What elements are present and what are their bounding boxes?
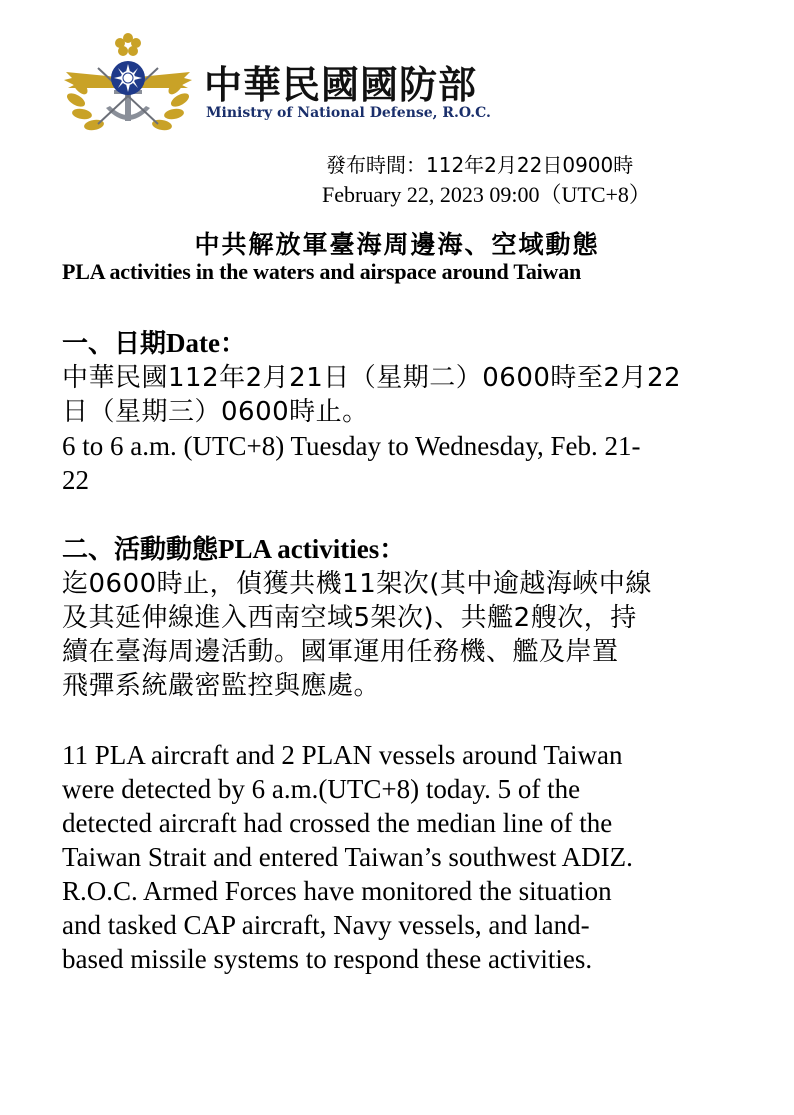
text-line: detected aircraft had crossed the median line of the [62, 808, 613, 838]
text-line: 11 PLA aircraft and 2 PLAN vessels around Taiwan [62, 740, 623, 770]
release-time-en: February 22, 2023 09:00（UTC+8） [322, 182, 651, 207]
org-name-zh: 中華民國國防部 [204, 63, 478, 107]
section-date-heading-zh: 一、日期 [62, 329, 167, 359]
section-activities-zh-text [62, 567, 752, 703]
ministry-header [58, 28, 508, 143]
text-line: Taiwan Strait and entered Taiwan’s southwest ADIZ. [62, 842, 633, 872]
release-time-zh: 發布時間：112年2月22日0900時 [326, 153, 634, 177]
text-line: 日（星期三）0600時止。 [62, 397, 369, 427]
release-time [322, 150, 651, 210]
text-line: R.O.C. Armed Forces have monitored the situation [62, 876, 612, 906]
ministry-emblem-icon [58, 28, 198, 138]
text-line: 迄0600時止，偵獲共機11架次(其中逾越海峽中線 [62, 569, 652, 599]
text-line: were detected by 6 a.m.(UTC+8) today. 5 of the [62, 774, 581, 804]
document-title-zh: 中共解放軍臺海周邊海、空域動態 [194, 230, 600, 259]
text-line: 22 [62, 465, 89, 495]
section-date-heading [62, 326, 752, 361]
section-activities [62, 532, 752, 703]
document-title-en: PLA activities in the waters and airspace around Taiwan [62, 259, 582, 284]
section-date-heading-en: Date [166, 328, 220, 358]
org-name-en: Ministry of National Defense, R.O.C. [206, 105, 491, 121]
text-line: 及其延伸線進入西南空域5架次)、共艦2艘次，持 [62, 603, 637, 633]
text-line: and tasked CAP aircraft, Navy vessels, and land- [62, 910, 590, 940]
text-line: 續在臺海周邊活動。國軍運用任務機、艦及岸置 [62, 637, 619, 667]
section-date-zh-text [62, 361, 752, 429]
text-line: 中華民國112年2月21日（星期二）0600時至2月22 [62, 363, 682, 393]
section-activities-en-text [62, 738, 752, 976]
section-activities-heading-colon: ： [379, 535, 406, 565]
section-activities-heading [62, 532, 752, 567]
section-activities-heading-zh: 二、活動動態 [62, 535, 219, 565]
text-line: 6 to 6 a.m. (UTC+8) Tuesday to Wednesday, Feb. 21- [62, 431, 641, 461]
text-line: 飛彈系統嚴密監控與應處。 [62, 671, 381, 701]
text-line: based missile systems to respond these activities. [62, 944, 593, 974]
section-date-heading-colon: ： [220, 329, 247, 359]
section-date [62, 326, 752, 497]
section-date-en-text [62, 429, 752, 497]
section-activities-heading-en: PLA activities [218, 534, 380, 564]
